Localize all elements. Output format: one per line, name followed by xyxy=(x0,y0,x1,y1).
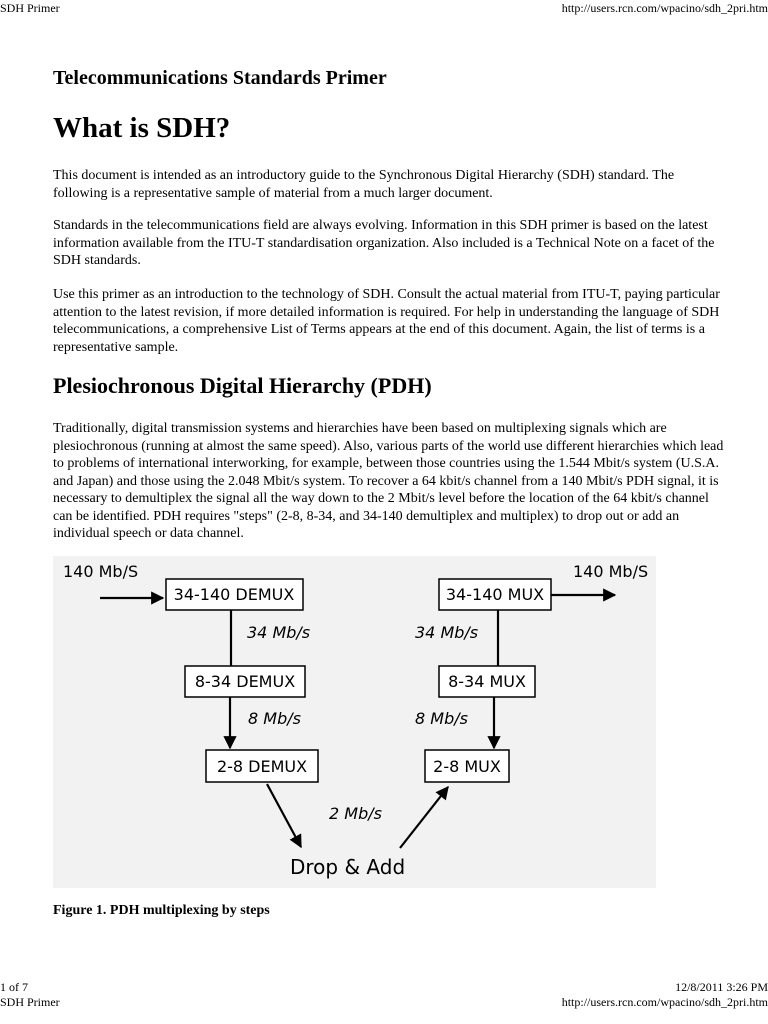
mux-8-34-label: 8-34 MUX xyxy=(448,672,526,691)
section-heading-pdh: Plesiochronous Digital Hierarchy (PDH) xyxy=(53,373,432,398)
drop-add-label: Drop & Add xyxy=(290,855,406,879)
header-url: http://users.rcn.com/wpacino/sdh_2pri.htm xyxy=(561,1,768,15)
rate-34-right-label: 34 Mb/s xyxy=(415,623,479,642)
rate-34-left-label: 34 Mb/s xyxy=(247,623,311,642)
demux-8-34-label: 8-34 DEMUX xyxy=(194,672,296,691)
intro-paragraph-2: Standards in the telecommunications field are always evolving. Information in this SDH primer is based on the latest information available from the ITU-T standardisation organization. Also included is a Technical Note on a facet of the SDH standards. xyxy=(53,218,715,268)
demux-2-8-label: 2-8 DEMUX xyxy=(216,757,308,776)
input-rate-label: 140 Mb/S xyxy=(63,562,139,581)
document-subtitle: Telecommunications Standards Primer xyxy=(53,67,387,89)
diagram-background xyxy=(53,556,656,888)
intro-paragraph-1: This document is intended as an introductory guide to the Synchronous Digital Hierarchy (SDH) standard. The following is a representative sample of material from a much larger document. xyxy=(53,168,675,201)
section-paragraph-pdh: Traditionally, digital transmission systems and hierarchies have been based on multiplexing signals which are plesiochronous (running at almost the same speed). Also, various parts of the world use different hierarchies which lead to problems of international interworking, for example, between those countries using the 1.544 Mbit/s system (U.S.A. and Japan) and those using the 2.048 Mbit/s system. To recover a 64 kbit/s channel from a 140 Mbit/s PDH signal, it is necessary to demultiplex the signal all the way down to the 2 Mbit/s level before the location of the 64 kbit/s channel can be identified. PDH requires "steps" (2-8, 8-34, and 34-140 demultiplex and multiplex) to drop out or add an individual speech or data channel. xyxy=(53,421,724,541)
rate-8-right-label: 8 Mb/s xyxy=(415,709,468,728)
pdh-multiplexing-diagram xyxy=(53,556,656,888)
footer-page-title: SDH Primer xyxy=(0,995,60,1009)
mux-34-140-label: 34-140 MUX xyxy=(445,585,545,604)
demux-34-140-label: 34-140 DEMUX xyxy=(173,585,295,604)
rate-2-label: 2 Mb/s xyxy=(329,804,382,823)
figure-caption: Figure 1. PDH multiplexing by steps xyxy=(53,903,270,918)
rate-8-left-label: 8 Mb/s xyxy=(248,709,301,728)
header-page-title: SDH Primer xyxy=(0,1,60,15)
document-title: What is SDH? xyxy=(53,112,231,144)
footer-page-count: 1 of 7 xyxy=(0,980,28,994)
mux-2-8-label: 2-8 MUX xyxy=(433,757,501,776)
footer-url: http://users.rcn.com/wpacino/sdh_2pri.htm xyxy=(561,995,768,1009)
footer-datetime: 12/8/2011 3:26 PM xyxy=(675,980,768,994)
intro-paragraph-3: Use this primer as an introduction to the technology of SDH. Consult the actual material from ITU-T, paying particular attention to the latest revision, if more detailed information is required. For help in understanding the language of SDH telecommunications, a comprehensive List of Terms appears at the end of this document. Again, the list of terms is a representative sample. xyxy=(53,287,720,355)
output-rate-label: 140 Mb/S xyxy=(573,562,649,581)
